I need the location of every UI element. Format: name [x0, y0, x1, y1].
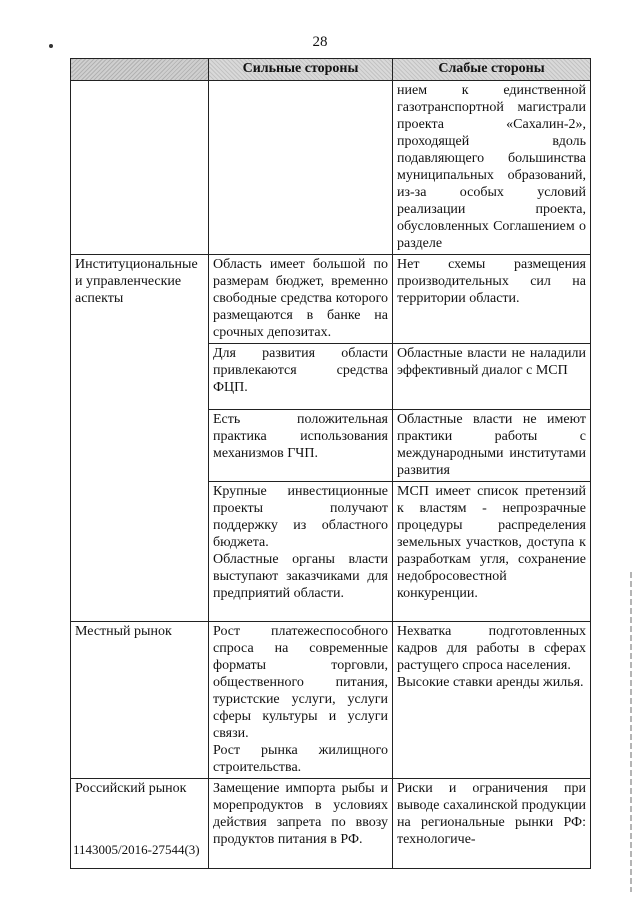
document-code: 1143005/2016-27544(3) [73, 842, 200, 857]
header-weaknesses: Слабые стороны [393, 59, 591, 81]
strength-cell: Есть положительная практика использования механизмов ГЧП. [209, 410, 393, 482]
aspect-cell: Местный рынок [71, 622, 209, 779]
weakness-cell: нием к единственной газотранспортной магистрали проекта «Сахалин-2», проходящей вдоль подавляющего большинства муниципальных образований, из-за особых условий реализации проекта, обусловленных Соглашением о разделе [393, 81, 591, 255]
scan-edge-artifact [630, 572, 632, 892]
strength-paragraph: Областные органы власти выступают заказчиками для предприятий области. [213, 552, 388, 601]
weakness-cell: МСП имеет список претензий к властям - непрозрачные процедуры распределения земельных участков, доступа к разработкам угля, сохранение недобросовестной конкуренции. [393, 482, 591, 622]
strength-paragraph: Рост платежеспособного спроса на современные форматы торговли, общественного питания, туристские услуги, услуги сферы культуры и услуги связи. [213, 624, 388, 741]
swot-table-container [70, 58, 590, 869]
weakness-cell [393, 622, 591, 779]
swot-table [70, 58, 591, 869]
aspect-cell: Российский рынок [71, 779, 209, 869]
strength-cell: Замещение импорта рыбы и морепродуктов в условиях действия запрета по ввозу продуктов питания в РФ. [209, 779, 393, 869]
aspect-cell: Институциональные и управленческие аспекты [71, 255, 209, 622]
weakness-cell: Риски и ограничения при выводе сахалинской продукции на региональные рынки РФ: технологиче- [393, 779, 591, 869]
strength-cell [209, 482, 393, 622]
strength-cell: Область имеет большой по размерам бюджет, временно свободные средства которого размещаются в банке на срочных депозитах. [209, 255, 393, 344]
weakness-paragraph: Нехватка подготовленных кадров для работы в сферах растущего спроса населения. [397, 624, 586, 673]
weakness-cell: Нет схемы размещения производительных сил на территории области. [393, 255, 591, 344]
strength-cell: Для развития области привлекаются средства ФЦП. [209, 344, 393, 410]
strength-paragraph: Крупные инвестиционные проекты получают поддержку из областного бюджета. [213, 484, 388, 550]
table-header-row [71, 59, 591, 81]
header-aspect [71, 59, 209, 81]
weakness-cell: Областные власти не наладили эффективный диалог с МСП [393, 344, 591, 410]
strength-cell [209, 622, 393, 779]
strength-paragraph: Рост рынка жилищного строительства. [213, 743, 388, 775]
table-row [71, 622, 591, 779]
strength-cell-empty [209, 81, 393, 255]
table-row [71, 255, 591, 344]
table-row [71, 81, 591, 255]
weakness-cell: Областные власти не имеют практики работы с международными институтами развития [393, 410, 591, 482]
weakness-paragraph: Высокие ставки аренды жилья. [397, 675, 584, 690]
header-strengths: Сильные стороны [209, 59, 393, 81]
page-number: 28 [312, 34, 328, 50]
aspect-cell-empty [71, 81, 209, 255]
